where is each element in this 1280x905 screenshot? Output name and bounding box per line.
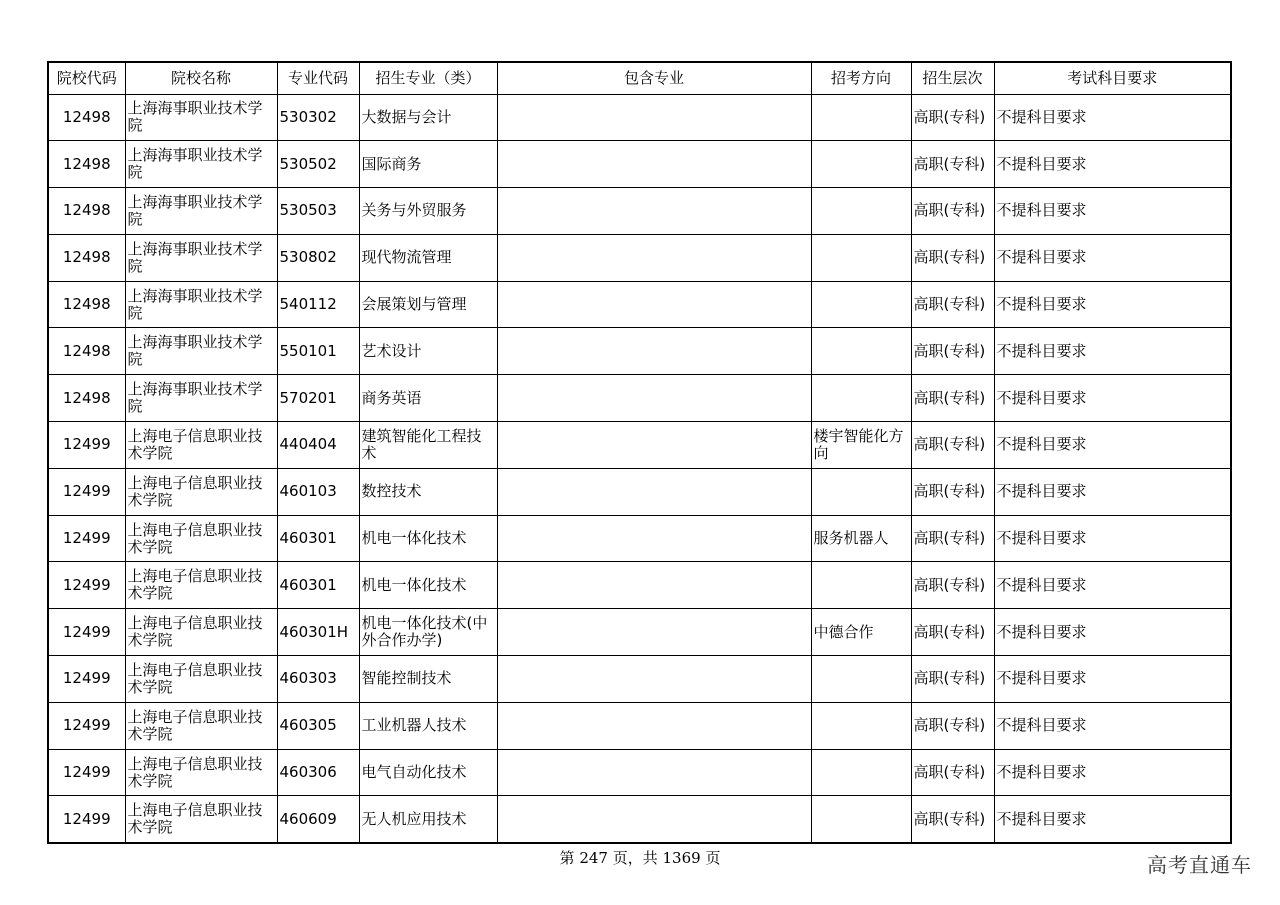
cell-major-code: 460609 <box>277 796 359 843</box>
cell-subject-requirement: 不提科目要求 <box>994 796 1231 843</box>
cell-direction <box>811 656 911 703</box>
cell-direction <box>811 188 911 235</box>
cell-included-majors <box>497 281 811 328</box>
header-level: 招生层次 <box>911 62 994 94</box>
cell-subject-requirement: 不提科目要求 <box>994 609 1231 656</box>
cell-major-code: 460303 <box>277 656 359 703</box>
cell-school-name: 上海海事职业技术学院 <box>125 375 277 422</box>
cell-school-code: 12499 <box>48 609 125 656</box>
cell-direction: 中德合作 <box>811 609 911 656</box>
cell-major: 智能控制技术 <box>359 656 497 703</box>
cell-subject-requirement: 不提科目要求 <box>994 141 1231 188</box>
header-major-code: 专业代码 <box>277 62 359 94</box>
cell-direction <box>811 141 911 188</box>
cell-included-majors <box>497 749 811 796</box>
table-row <box>48 468 1231 515</box>
cell-school-code: 12499 <box>48 422 125 469</box>
footer-middle: 页，共 <box>607 849 663 867</box>
cell-major-code: 530302 <box>277 94 359 141</box>
header-included-majors: 包含专业 <box>497 62 811 94</box>
cell-level: 高职(专科) <box>911 234 994 281</box>
watermark-logo-text: 高考直通车 <box>1147 853 1252 877</box>
cell-major: 建筑智能化工程技术 <box>359 422 497 469</box>
cell-major-code: 460301 <box>277 562 359 609</box>
cell-direction <box>811 375 911 422</box>
cell-level: 高职(专科) <box>911 562 994 609</box>
table-row <box>48 796 1231 843</box>
cell-school-name: 上海电子信息职业技术学院 <box>125 749 277 796</box>
footer-total: 1369 <box>662 849 701 867</box>
cell-subject-requirement: 不提科目要求 <box>994 702 1231 749</box>
cell-included-majors <box>497 234 811 281</box>
cell-school-code: 12499 <box>48 562 125 609</box>
cell-major-code: 460305 <box>277 702 359 749</box>
cell-school-code: 12499 <box>48 515 125 562</box>
cell-direction <box>811 468 911 515</box>
cell-direction <box>811 562 911 609</box>
cell-direction <box>811 94 911 141</box>
cell-included-majors <box>497 609 811 656</box>
cell-school-name: 上海电子信息职业技术学院 <box>125 796 277 843</box>
cell-level: 高职(专科) <box>911 375 994 422</box>
cell-subject-requirement: 不提科目要求 <box>994 375 1231 422</box>
table-row <box>48 234 1231 281</box>
table-row <box>48 141 1231 188</box>
cell-major: 艺术设计 <box>359 328 497 375</box>
cell-major: 数控技术 <box>359 468 497 515</box>
cell-level: 高职(专科) <box>911 656 994 703</box>
cell-major-code: 550101 <box>277 328 359 375</box>
cell-school-code: 12498 <box>48 375 125 422</box>
header-school-name: 院校名称 <box>125 62 277 94</box>
cell-level: 高职(专科) <box>911 141 994 188</box>
page-number-footer <box>0 848 1280 868</box>
cell-school-code: 12498 <box>48 281 125 328</box>
cell-included-majors <box>497 796 811 843</box>
cell-direction <box>811 328 911 375</box>
header-major: 招生专业（类） <box>359 62 497 94</box>
cell-subject-requirement: 不提科目要求 <box>994 515 1231 562</box>
cell-major-code: 540112 <box>277 281 359 328</box>
cell-major-code: 530802 <box>277 234 359 281</box>
cell-school-name: 上海电子信息职业技术学院 <box>125 609 277 656</box>
cell-subject-requirement: 不提科目要求 <box>994 234 1231 281</box>
table-row <box>48 188 1231 235</box>
cell-level: 高职(专科) <box>911 281 994 328</box>
cell-subject-requirement: 不提科目要求 <box>994 94 1231 141</box>
cell-level: 高职(专科) <box>911 422 994 469</box>
cell-major: 无人机应用技术 <box>359 796 497 843</box>
cell-subject-requirement: 不提科目要求 <box>994 328 1231 375</box>
cell-school-name: 上海电子信息职业技术学院 <box>125 515 277 562</box>
cell-school-name: 上海海事职业技术学院 <box>125 328 277 375</box>
cell-school-code: 12499 <box>48 468 125 515</box>
cell-school-name: 上海电子信息职业技术学院 <box>125 422 277 469</box>
cell-school-code: 12498 <box>48 234 125 281</box>
cell-school-code: 12499 <box>48 796 125 843</box>
cell-included-majors <box>497 375 811 422</box>
cell-major-code: 460301H <box>277 609 359 656</box>
cell-major: 机电一体化技术(中外合作办学) <box>359 609 497 656</box>
header-subject-requirement: 考试科目要求 <box>994 62 1231 94</box>
table-row <box>48 94 1231 141</box>
table-row <box>48 375 1231 422</box>
cell-included-majors <box>497 702 811 749</box>
cell-school-code: 12499 <box>48 656 125 703</box>
cell-school-code: 12498 <box>48 328 125 375</box>
cell-major: 工业机器人技术 <box>359 702 497 749</box>
cell-included-majors <box>497 188 811 235</box>
cell-major-code: 460103 <box>277 468 359 515</box>
footer-suffix: 页 <box>700 849 721 867</box>
cell-level: 高职(专科) <box>911 609 994 656</box>
table-row <box>48 609 1231 656</box>
cell-subject-requirement: 不提科目要求 <box>994 188 1231 235</box>
cell-major: 电气自动化技术 <box>359 749 497 796</box>
cell-included-majors <box>497 328 811 375</box>
cell-major: 商务英语 <box>359 375 497 422</box>
cell-level: 高职(专科) <box>911 188 994 235</box>
cell-subject-requirement: 不提科目要求 <box>994 562 1231 609</box>
cell-level: 高职(专科) <box>911 749 994 796</box>
cell-direction <box>811 702 911 749</box>
table-row <box>48 515 1231 562</box>
table-row <box>48 281 1231 328</box>
cell-major: 机电一体化技术 <box>359 562 497 609</box>
cell-school-name: 上海电子信息职业技术学院 <box>125 656 277 703</box>
cell-major: 机电一体化技术 <box>359 515 497 562</box>
cell-school-code: 12499 <box>48 702 125 749</box>
cell-major: 国际商务 <box>359 141 497 188</box>
cell-included-majors <box>497 656 811 703</box>
cell-school-name: 上海海事职业技术学院 <box>125 141 277 188</box>
cell-school-name: 上海海事职业技术学院 <box>125 234 277 281</box>
cell-subject-requirement: 不提科目要求 <box>994 656 1231 703</box>
cell-subject-requirement: 不提科目要求 <box>994 468 1231 515</box>
table-row <box>48 656 1231 703</box>
cell-included-majors <box>497 141 811 188</box>
cell-school-name: 上海电子信息职业技术学院 <box>125 562 277 609</box>
table-row <box>48 562 1231 609</box>
cell-major: 关务与外贸服务 <box>359 188 497 235</box>
cell-included-majors <box>497 515 811 562</box>
cell-included-majors <box>497 468 811 515</box>
cell-level: 高职(专科) <box>911 94 994 141</box>
cell-subject-requirement: 不提科目要求 <box>994 281 1231 328</box>
table-body <box>48 94 1231 843</box>
cell-level: 高职(专科) <box>911 328 994 375</box>
table-row <box>48 702 1231 749</box>
cell-direction <box>811 749 911 796</box>
cell-level: 高职(专科) <box>911 796 994 843</box>
table-row <box>48 328 1231 375</box>
cell-included-majors <box>497 562 811 609</box>
cell-included-majors <box>497 422 811 469</box>
cell-school-name: 上海海事职业技术学院 <box>125 188 277 235</box>
cell-level: 高职(专科) <box>911 515 994 562</box>
footer-prefix: 第 <box>559 849 580 867</box>
cell-major-code: 530503 <box>277 188 359 235</box>
cell-major-code: 530502 <box>277 141 359 188</box>
header-school-code: 院校代码 <box>48 62 125 94</box>
cell-level: 高职(专科) <box>911 468 994 515</box>
cell-major-code: 440404 <box>277 422 359 469</box>
table-row <box>48 749 1231 796</box>
cell-direction <box>811 796 911 843</box>
cell-direction <box>811 281 911 328</box>
cell-direction: 服务机器人 <box>811 515 911 562</box>
cell-school-code: 12498 <box>48 94 125 141</box>
cell-major-code: 460306 <box>277 749 359 796</box>
cell-school-code: 12498 <box>48 141 125 188</box>
cell-major: 现代物流管理 <box>359 234 497 281</box>
cell-major-code: 570201 <box>277 375 359 422</box>
cell-school-name: 上海海事职业技术学院 <box>125 94 277 141</box>
cell-subject-requirement: 不提科目要求 <box>994 422 1231 469</box>
cell-school-code: 12499 <box>48 749 125 796</box>
cell-subject-requirement: 不提科目要求 <box>994 749 1231 796</box>
cell-included-majors <box>497 94 811 141</box>
header-direction: 招考方向 <box>811 62 911 94</box>
cell-major: 会展策划与管理 <box>359 281 497 328</box>
cell-direction: 楼宇智能化方向 <box>811 422 911 469</box>
cell-school-name: 上海电子信息职业技术学院 <box>125 468 277 515</box>
table-row <box>48 422 1231 469</box>
cell-school-code: 12498 <box>48 188 125 235</box>
cell-school-name: 上海电子信息职业技术学院 <box>125 702 277 749</box>
header-row <box>48 62 1231 94</box>
cell-major-code: 460301 <box>277 515 359 562</box>
cell-major: 大数据与会计 <box>359 94 497 141</box>
admission-table <box>47 61 1232 844</box>
cell-direction <box>811 234 911 281</box>
footer-page: 247 <box>579 849 608 867</box>
cell-level: 高职(专科) <box>911 702 994 749</box>
cell-school-name: 上海海事职业技术学院 <box>125 281 277 328</box>
